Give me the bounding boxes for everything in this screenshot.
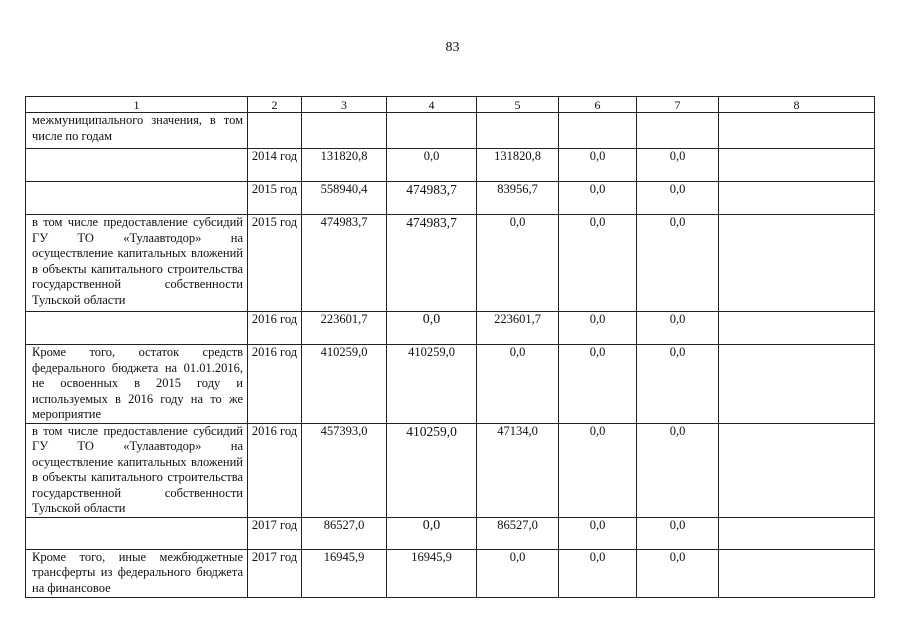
row-description	[26, 517, 248, 549]
column-header: 8	[719, 97, 875, 113]
cell-col4: 410259,0	[387, 345, 477, 424]
cell-col8	[719, 345, 875, 424]
cell-col8	[719, 215, 875, 312]
table-row	[26, 549, 875, 597]
cell-col7: 0,0	[637, 549, 719, 597]
cell-col6: 0,0	[559, 345, 637, 424]
row-description: в том числе предоставление субсидий ГУ ТО «Тулаавтодор» на осуществление капитальных вложений в объекты капитального строительства государственной собственности Тульской области	[26, 423, 248, 517]
cell-col5: 47134,0	[477, 423, 559, 517]
table-row	[26, 113, 875, 149]
cell-col4: 0,0	[387, 149, 477, 182]
table-row	[26, 182, 875, 215]
cell-col3: 223601,7	[302, 312, 387, 345]
cell-col6: 0,0	[559, 517, 637, 549]
page-number: 83	[445, 40, 460, 55]
row-year: 2016 год	[248, 345, 302, 424]
cell-col7: 0,0	[637, 215, 719, 312]
cell-col8	[719, 149, 875, 182]
cell-col5: 0,0	[477, 345, 559, 424]
cell-col3: 86527,0	[302, 517, 387, 549]
cell-col8	[719, 549, 875, 597]
row-year: 2016 год	[248, 312, 302, 345]
cell-col4	[387, 113, 477, 149]
cell-col7: 0,0	[637, 345, 719, 424]
row-description: Кроме того, иные межбюджетные трансферты из федерального бюджета на финансовое	[26, 549, 248, 597]
cell-col5: 0,0	[477, 549, 559, 597]
cell-col6: 0,0	[559, 215, 637, 312]
table-row	[26, 345, 875, 424]
row-year: 2015 год	[248, 182, 302, 215]
cell-col4: 16945,9	[387, 549, 477, 597]
row-description	[26, 312, 248, 345]
cell-col6: 0,0	[559, 182, 637, 215]
cell-col8	[719, 517, 875, 549]
cell-col6: 0,0	[559, 149, 637, 182]
cell-col8	[719, 423, 875, 517]
cell-col3: 131820,8	[302, 149, 387, 182]
cell-col5	[477, 113, 559, 149]
row-year: 2016 год	[248, 423, 302, 517]
cell-col4: 474983,7	[387, 182, 477, 215]
column-header: 4	[387, 97, 477, 113]
cell-col4: 0,0	[387, 312, 477, 345]
column-header: 6	[559, 97, 637, 113]
cell-col4: 0,0	[387, 517, 477, 549]
row-description	[26, 182, 248, 215]
cell-col7: 0,0	[637, 423, 719, 517]
cell-col6: 0,0	[559, 549, 637, 597]
table-row	[26, 215, 875, 312]
cell-col6: 0,0	[559, 312, 637, 345]
cell-col3: 16945,9	[302, 549, 387, 597]
cell-col3	[302, 113, 387, 149]
cell-col6: 0,0	[559, 423, 637, 517]
budget-table	[25, 96, 875, 598]
cell-col3: 558940,4	[302, 182, 387, 215]
row-year: 2017 год	[248, 549, 302, 597]
cell-col8	[719, 182, 875, 215]
cell-col5: 223601,7	[477, 312, 559, 345]
cell-col7: 0,0	[637, 182, 719, 215]
table-row	[26, 423, 875, 517]
row-description	[26, 149, 248, 182]
cell-col7: 0,0	[637, 149, 719, 182]
cell-col3: 457393,0	[302, 423, 387, 517]
cell-col5: 83956,7	[477, 182, 559, 215]
cell-col5: 0,0	[477, 215, 559, 312]
row-description: межмуниципального значения, в том числе по годам	[26, 113, 248, 149]
column-header: 2	[248, 97, 302, 113]
row-description: в том числе предоставление субсидий ГУ ТО «Тулаавтодор» на осуществление капитальных вложений в объекты капитального строительства государственной собственности Тульской области	[26, 215, 248, 312]
column-header: 5	[477, 97, 559, 113]
cell-col4: 410259,0	[387, 423, 477, 517]
cell-col3: 410259,0	[302, 345, 387, 424]
cell-col3: 474983,7	[302, 215, 387, 312]
cell-col5: 131820,8	[477, 149, 559, 182]
table-row	[26, 149, 875, 182]
row-year	[248, 113, 302, 149]
column-header: 7	[637, 97, 719, 113]
cell-col6	[559, 113, 637, 149]
cell-col7	[637, 113, 719, 149]
table-row	[26, 517, 875, 549]
column-header: 1	[26, 97, 248, 113]
cell-col7: 0,0	[637, 312, 719, 345]
column-header: 3	[302, 97, 387, 113]
row-year: 2014 год	[248, 149, 302, 182]
row-year: 2015 год	[248, 215, 302, 312]
row-year: 2017 год	[248, 517, 302, 549]
cell-col5: 86527,0	[477, 517, 559, 549]
cell-col8	[719, 312, 875, 345]
header-row	[26, 97, 875, 113]
table-row	[26, 312, 875, 345]
cell-col7: 0,0	[637, 517, 719, 549]
cell-col8	[719, 113, 875, 149]
row-description: Кроме того, остаток средств федерального бюджета на 01.01.2016, не освоенных в 2015 году и используемых в 2016 году на то же мероприятие	[26, 345, 248, 424]
cell-col4: 474983,7	[387, 215, 477, 312]
